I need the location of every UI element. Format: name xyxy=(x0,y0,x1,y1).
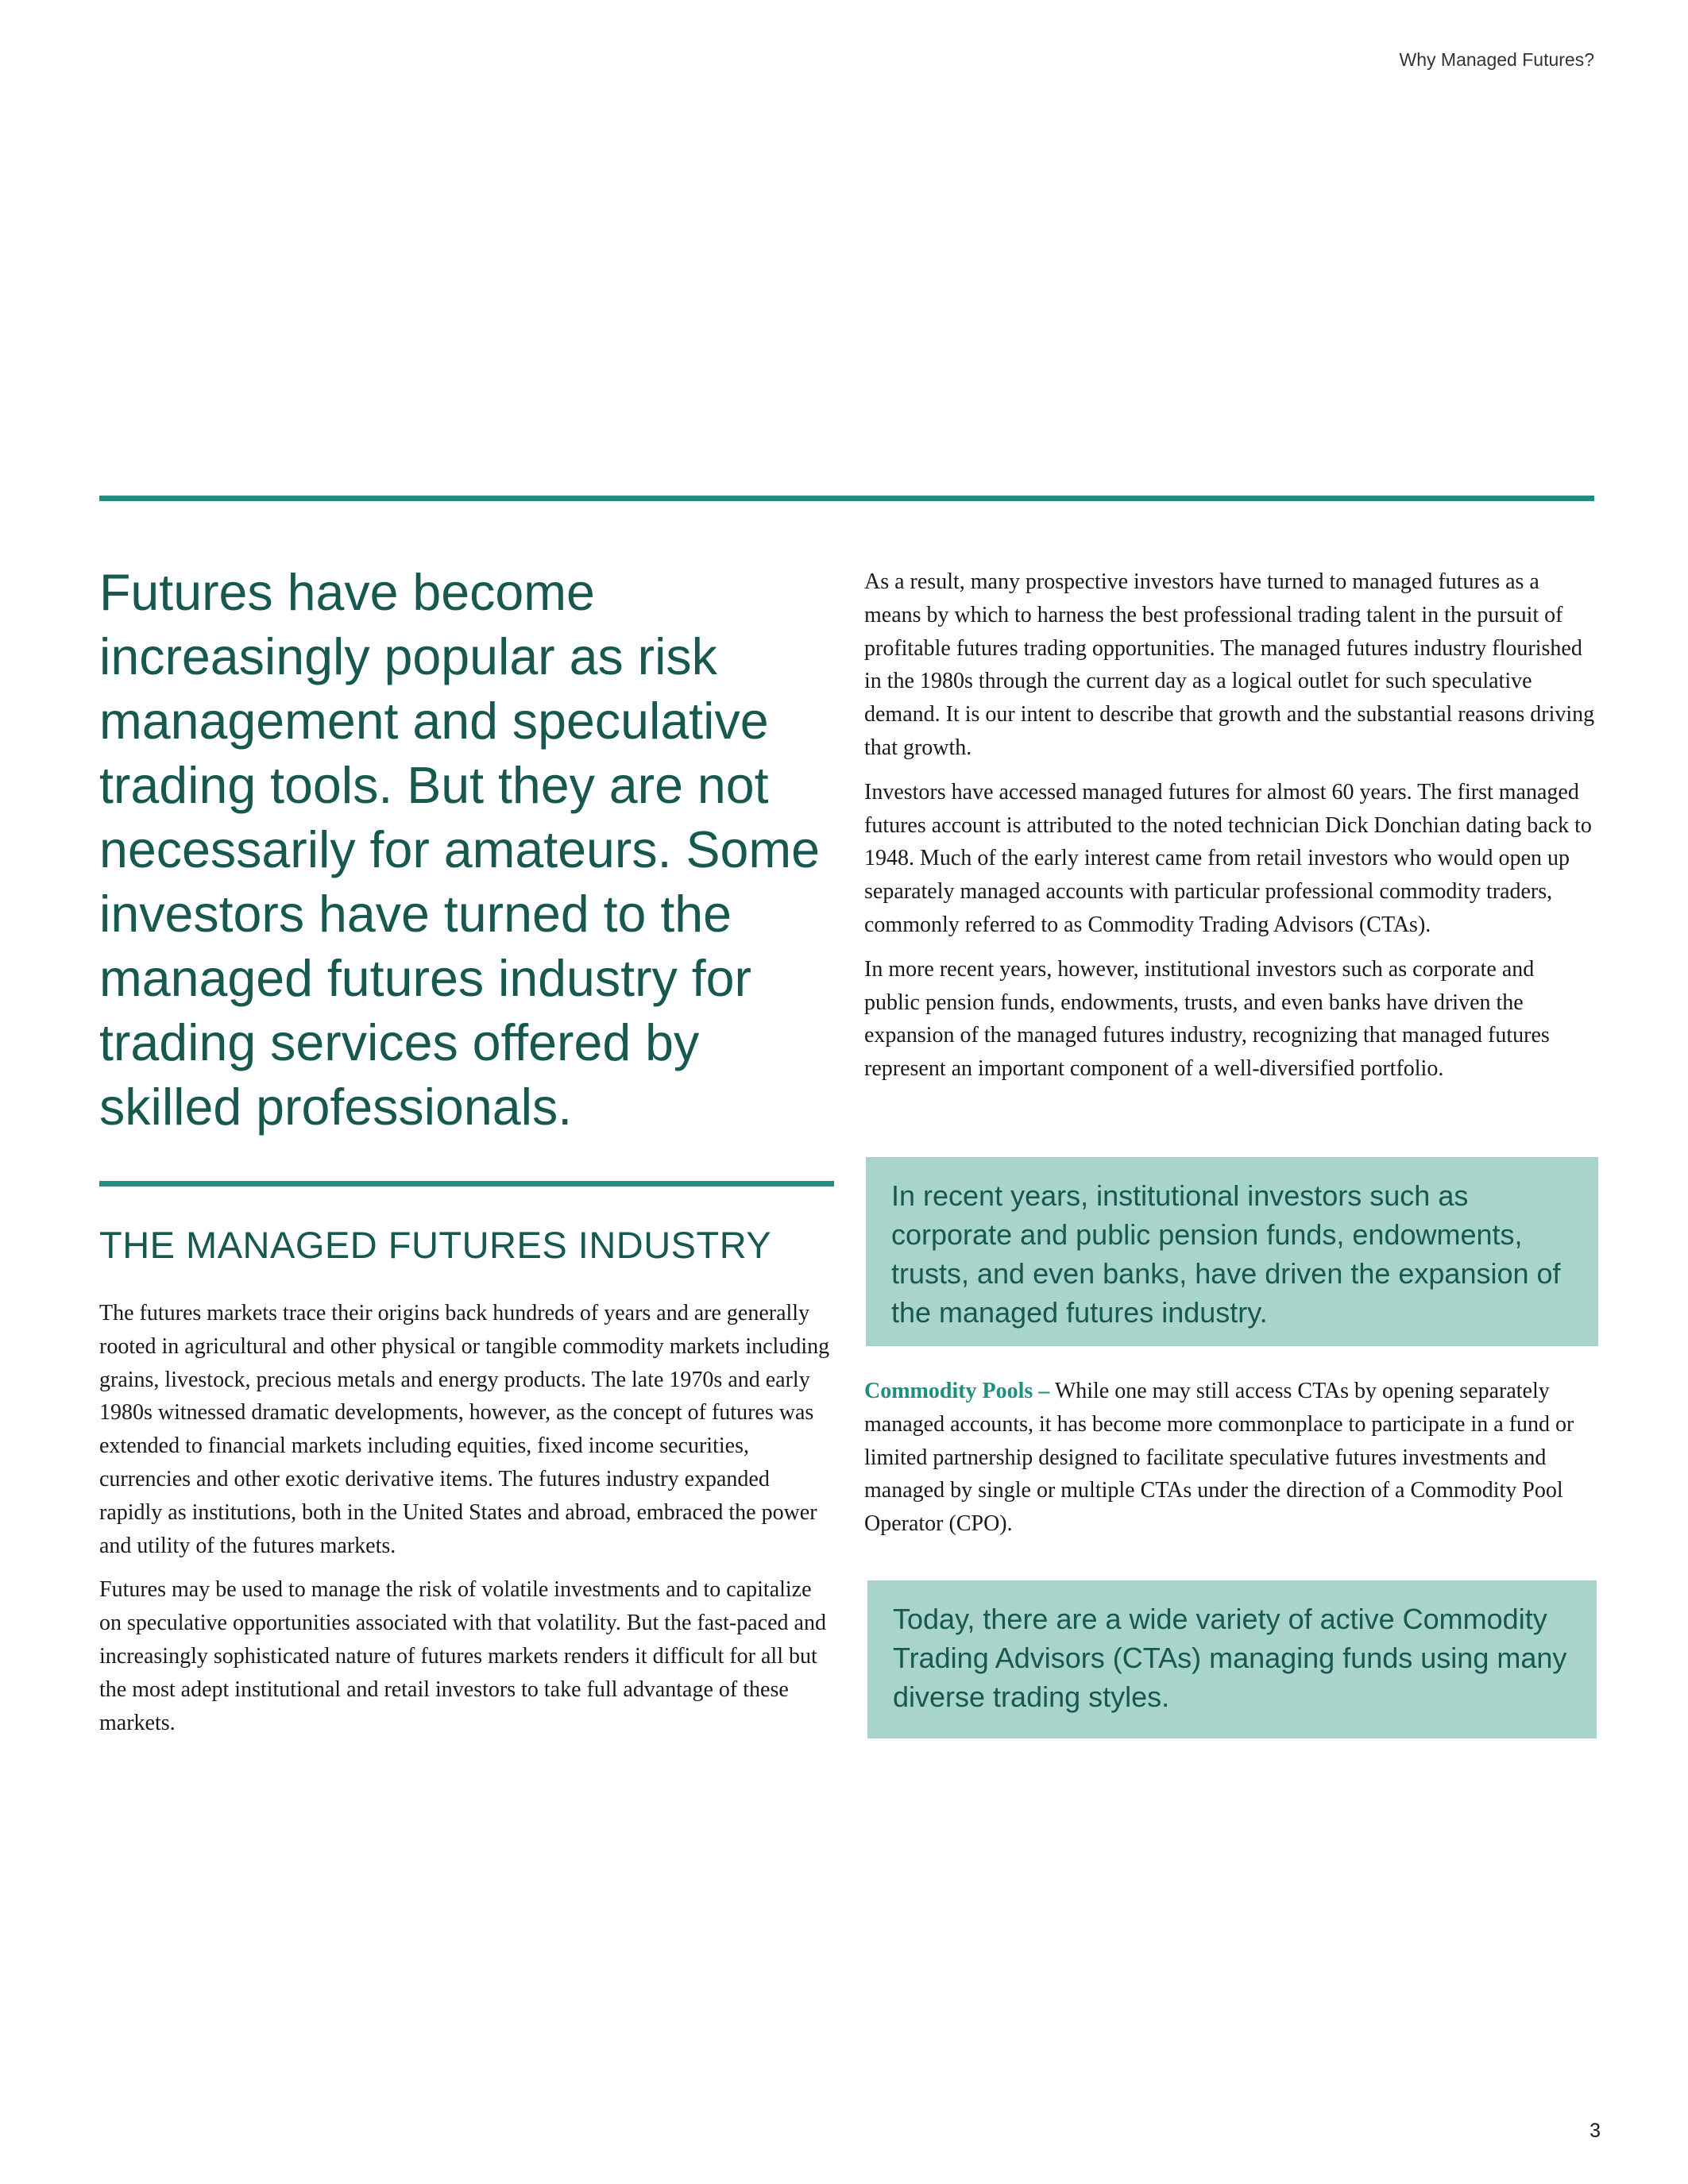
callout-text: In recent years, institutional investors such as corporate and public pension funds, endowments, trusts, and even banks, have driven the expansion of the managed futures industry. xyxy=(891,1179,1561,1329)
section-divider-rule xyxy=(99,1181,834,1187)
commodity-pools-text: While one may still access CTAs by opening separately managed accounts, it has become more commonplace to participate in a fund or limited partnership designed to facilitate speculative futures investments and managed by single or multiple CTAs under the direction of a Commodity Pool Operator (CPO). xyxy=(864,1379,1574,1537)
top-divider-rule xyxy=(99,496,1594,501)
page-number: 3 xyxy=(1590,2120,1601,2142)
callout-box-cta-variety xyxy=(867,1580,1597,1738)
running-header: Why Managed Futures? xyxy=(1399,49,1594,70)
right-column-body xyxy=(864,565,1595,1097)
body-paragraph: Futures may be used to manage the risk of volatile investments and to capitalize on speculative opportunities associated with that volatility. But the fast-paced and increasingly sophisticated nature of futures markets renders it difficult for all but the most adept institutional and retail investors to take full advantage of these markets. xyxy=(99,1577,826,1735)
left-column-body xyxy=(99,1297,832,1750)
body-paragraph: In more recent years, however, institutional investors such as corporate and public pension funds, endowments, trusts, and even banks have driven the expansion of the managed futures industry, recognizing that managed futures represent an important component of a well-diversified portfolio. xyxy=(864,956,1550,1082)
callout-box-institutional xyxy=(866,1157,1598,1346)
body-paragraph: The futures markets trace their origins back hundreds of years and are generally rooted in agricultural and other physical or tangible commodity markets including grains, livestock, precious metals and energy products. The late 1970s and early 1980s witnessed dramatic developments, however, as the concept of futures was extended to financial markets including equities, fixed income securities, currencies and other exotic derivative items. The futures industry expanded rapidly as institutions, both in the United States and abroad, embraced the power and utility of the futures markets. xyxy=(99,1301,830,1558)
body-paragraph: Investors have accessed managed futures for almost 60 years. The first managed futures account is attributed to the noted technician Dick Donchian dating back to 1948. Much of the early interest came from retail investors who would open up separately managed accounts with particular professional commodity traders, commonly referred to as Commodity Trading Advisors (CTAs). xyxy=(864,779,1592,937)
body-paragraph: As a result, many prospective investors have turned to managed futures as a means by which to harness the best professional trading talent in the pursuit of profitable futures trading opportunities. The managed futures industry flourished in the 1980s through the current day as a logical outlet for such speculative demand. It is our intent to describe that growth and the substantial reasons driving that growth. xyxy=(864,569,1595,760)
commodity-pools-lead: Commodity Pools – xyxy=(864,1379,1050,1403)
pull-quote: Futures have become increasingly popular as risk management and speculative trading tools. But they are not necessarily for amateurs. Some investors have turned to the managed futures industry for trading services offered by skilled professionals. xyxy=(99,564,820,1136)
commodity-pools-paragraph xyxy=(864,1375,1603,1541)
callout-text: Today, there are a wide variety of active Commodity Trading Advisors (CTAs) managing funds using many diverse trading styles. xyxy=(893,1603,1567,1713)
section-heading: THE MANAGED FUTURES INDUSTRY xyxy=(99,1224,772,1266)
